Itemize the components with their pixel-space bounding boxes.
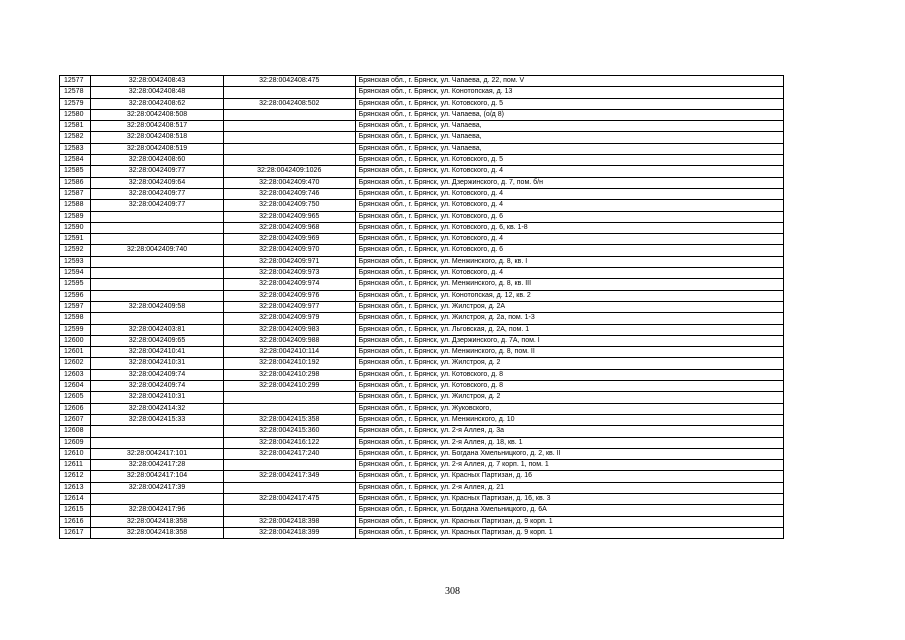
cadastral-number-cell: 32:28:0042409:965 xyxy=(223,211,355,222)
cadastral-number-cell: 32:28:0042418:398 xyxy=(223,516,355,527)
table-row xyxy=(60,403,784,414)
address-cell: Брянская обл., г. Брянск, ул. Дзержинского, д. 7, пом. б/н xyxy=(355,177,783,188)
parent-cadastral-number-cell: 32:28:0042415:33 xyxy=(91,414,224,425)
cadastral-number-cell: 32:28:0042409:974 xyxy=(223,279,355,290)
row-number-cell: 12608 xyxy=(60,426,91,437)
cadastral-number-cell: 32:28:0042415:358 xyxy=(223,414,355,425)
address-cell: Брянская обл., г. Брянск, ул. Менжинского, д. 10 xyxy=(355,414,783,425)
row-number-cell: 12614 xyxy=(60,493,91,504)
table-row xyxy=(60,188,784,199)
table-row xyxy=(60,381,784,392)
table-row xyxy=(60,121,784,132)
address-cell: Брянская обл., г. Брянск, ул. Менжинского, д. 8, кв. I xyxy=(355,256,783,267)
table-row xyxy=(60,460,784,471)
table-row xyxy=(60,313,784,324)
row-number-cell: 12583 xyxy=(60,143,91,154)
address-cell: Брянская обл., г. Брянск, ул. Котовского, д. 6, кв. 1-8 xyxy=(355,222,783,233)
cadastral-number-cell: 32:28:0042409:971 xyxy=(223,256,355,267)
address-cell: Брянская обл., г. Брянск, ул. Котовского, д. 5 xyxy=(355,155,783,166)
address-cell: Брянская обл., г. Брянск, ул. Красных Партизан, д. 9 корп. 1 xyxy=(355,516,783,527)
property-table xyxy=(59,75,784,539)
cadastral-number-cell: 32:28:0042417:240 xyxy=(223,448,355,459)
table-row xyxy=(60,516,784,527)
row-number-cell: 12606 xyxy=(60,403,91,414)
parent-cadastral-number-cell xyxy=(91,256,224,267)
row-number-cell: 12598 xyxy=(60,313,91,324)
cadastral-number-cell: 32:28:0042409:979 xyxy=(223,313,355,324)
table-row xyxy=(60,493,784,504)
cadastral-number-cell xyxy=(223,505,355,516)
parent-cadastral-number-cell xyxy=(91,493,224,504)
address-cell: Брянская обл., г. Брянск, ул. Льговская, д. 2А, пом. 1 xyxy=(355,324,783,335)
parent-cadastral-number-cell: 32:28:0042409:65 xyxy=(91,335,224,346)
cadastral-number-cell: 32:28:0042416:122 xyxy=(223,437,355,448)
address-cell: Брянская обл., г. Брянск, ул. Котовского, д. 4 xyxy=(355,166,783,177)
cadastral-number-cell: 32:28:0042417:349 xyxy=(223,471,355,482)
table-row xyxy=(60,426,784,437)
row-number-cell: 12594 xyxy=(60,268,91,279)
row-number-cell: 12586 xyxy=(60,177,91,188)
cadastral-number-cell xyxy=(223,143,355,154)
cadastral-number-cell: 32:28:0042418:399 xyxy=(223,527,355,538)
parent-cadastral-number-cell: 32:28:0042414:32 xyxy=(91,403,224,414)
table-row xyxy=(60,301,784,312)
row-number-cell: 12602 xyxy=(60,358,91,369)
parent-cadastral-number-cell: 32:28:0042408:508 xyxy=(91,109,224,120)
cadastral-number-cell: 32:28:0042408:502 xyxy=(223,98,355,109)
table-row xyxy=(60,245,784,256)
address-cell: Брянская обл., г. Брянск, ул. Котовского, д. 4 xyxy=(355,268,783,279)
parent-cadastral-number-cell: 32:28:0042410:41 xyxy=(91,347,224,358)
address-cell: Брянская обл., г. Брянск, ул. 2-я Аллея, д. 3а xyxy=(355,426,783,437)
table-row xyxy=(60,335,784,346)
address-cell: Брянская обл., г. Брянск, ул. Котовского, д. 4 xyxy=(355,200,783,211)
row-number-cell: 12584 xyxy=(60,155,91,166)
address-cell: Брянская обл., г. Брянск, ул. Котовского, д. 6 xyxy=(355,245,783,256)
table-row xyxy=(60,87,784,98)
address-cell: Брянская обл., г. Брянск, ул. Красных Партизан, д. 16 xyxy=(355,471,783,482)
parent-cadastral-number-cell xyxy=(91,234,224,245)
table-row xyxy=(60,527,784,538)
row-number-cell: 12604 xyxy=(60,381,91,392)
parent-cadastral-number-cell: 32:28:0042409:740 xyxy=(91,245,224,256)
address-cell: Брянская обл., г. Брянск, ул. Котовского, д. 4 xyxy=(355,234,783,245)
table-row xyxy=(60,155,784,166)
cadastral-number-cell xyxy=(223,460,355,471)
table-row xyxy=(60,211,784,222)
cadastral-number-cell: 32:28:0042409:969 xyxy=(223,234,355,245)
table-row xyxy=(60,347,784,358)
cadastral-number-cell: 32:28:0042409:968 xyxy=(223,222,355,233)
row-number-cell: 12600 xyxy=(60,335,91,346)
row-number-cell: 12578 xyxy=(60,87,91,98)
row-number-cell: 12596 xyxy=(60,290,91,301)
parent-cadastral-number-cell: 32:28:0042417:39 xyxy=(91,482,224,493)
parent-cadastral-number-cell: 32:28:0042417:28 xyxy=(91,460,224,471)
address-cell: Брянская обл., г. Брянск, ул. Чапаева, xyxy=(355,143,783,154)
row-number-cell: 12592 xyxy=(60,245,91,256)
parent-cadastral-number-cell xyxy=(91,279,224,290)
row-number-cell: 12610 xyxy=(60,448,91,459)
parent-cadastral-number-cell: 32:28:0042408:517 xyxy=(91,121,224,132)
cadastral-number-cell: 32:28:0042409:970 xyxy=(223,245,355,256)
row-number-cell: 12590 xyxy=(60,222,91,233)
parent-cadastral-number-cell xyxy=(91,437,224,448)
cadastral-number-cell xyxy=(223,109,355,120)
table-row xyxy=(60,290,784,301)
parent-cadastral-number-cell xyxy=(91,426,224,437)
address-cell: Брянская обл., г. Брянск, ул. Красных Партизан, д. 9 корп. 1 xyxy=(355,527,783,538)
row-number-cell: 12582 xyxy=(60,132,91,143)
cadastral-number-cell: 32:28:0042409:470 xyxy=(223,177,355,188)
cadastral-number-cell: 32:28:0042409:1026 xyxy=(223,166,355,177)
row-number-cell: 12591 xyxy=(60,234,91,245)
table-row xyxy=(60,505,784,516)
address-cell: Брянская обл., г. Брянск, ул. Чапаева, (о/д 8) xyxy=(355,109,783,120)
address-cell: Брянская обл., г. Брянск, ул. 2-я Аллея, д. 7 корп. 1, пом. 1 xyxy=(355,460,783,471)
table-row xyxy=(60,392,784,403)
table-row xyxy=(60,324,784,335)
address-cell: Брянская обл., г. Брянск, ул. Котовского, д. 8 xyxy=(355,369,783,380)
parent-cadastral-number-cell: 32:28:0042417:101 xyxy=(91,448,224,459)
parent-cadastral-number-cell: 32:28:0042409:74 xyxy=(91,381,224,392)
parent-cadastral-number-cell: 32:28:0042418:358 xyxy=(91,527,224,538)
cadastral-number-cell: 32:28:0042409:750 xyxy=(223,200,355,211)
row-number-cell: 12597 xyxy=(60,301,91,312)
parent-cadastral-number-cell: 32:28:0042409:58 xyxy=(91,301,224,312)
table-row xyxy=(60,177,784,188)
row-number-cell: 12588 xyxy=(60,200,91,211)
cadastral-number-cell: 32:28:0042409:746 xyxy=(223,188,355,199)
parent-cadastral-number-cell: 32:28:0042408:48 xyxy=(91,87,224,98)
parent-cadastral-number-cell: 32:28:0042410:31 xyxy=(91,358,224,369)
parent-cadastral-number-cell: 32:28:0042409:64 xyxy=(91,177,224,188)
cadastral-number-cell: 32:28:0042409:976 xyxy=(223,290,355,301)
address-cell: Брянская обл., г. Брянск, ул. Жуковского, xyxy=(355,403,783,414)
row-number-cell: 12577 xyxy=(60,76,91,87)
address-cell: Брянская обл., г. Брянск, ул. Жилстроя, д. 2а, пом. 1-3 xyxy=(355,313,783,324)
address-cell: Брянская обл., г. Брянск, ул. Котовского, д. 6 xyxy=(355,211,783,222)
parent-cadastral-number-cell: 32:28:0042409:77 xyxy=(91,166,224,177)
address-cell: Брянская обл., г. Брянск, ул. Богдана Хмельницкого, д. 6А xyxy=(355,505,783,516)
row-number-cell: 12615 xyxy=(60,505,91,516)
address-cell: Брянская обл., г. Брянск, ул. Конотопская, д. 12, кв. 2 xyxy=(355,290,783,301)
row-number-cell: 12605 xyxy=(60,392,91,403)
row-number-cell: 12609 xyxy=(60,437,91,448)
row-number-cell: 12611 xyxy=(60,460,91,471)
table-row xyxy=(60,279,784,290)
table-row xyxy=(60,222,784,233)
row-number-cell: 12589 xyxy=(60,211,91,222)
cadastral-number-cell: 32:28:0042417:475 xyxy=(223,493,355,504)
parent-cadastral-number-cell: 32:28:0042417:96 xyxy=(91,505,224,516)
row-number-cell: 12601 xyxy=(60,347,91,358)
parent-cadastral-number-cell: 32:28:0042410:31 xyxy=(91,392,224,403)
cadastral-number-cell xyxy=(223,132,355,143)
cadastral-number-cell: 32:28:0042410:192 xyxy=(223,358,355,369)
address-cell: Брянская обл., г. Брянск, ул. Дзержинского, д. 7А, пом. I xyxy=(355,335,783,346)
parent-cadastral-number-cell: 32:28:0042403:81 xyxy=(91,324,224,335)
row-number-cell: 12579 xyxy=(60,98,91,109)
row-number-cell: 12612 xyxy=(60,471,91,482)
address-cell: Брянская обл., г. Брянск, ул. 2-я Аллея, д. 18, кв. 1 xyxy=(355,437,783,448)
row-number-cell: 12617 xyxy=(60,527,91,538)
row-number-cell: 12587 xyxy=(60,188,91,199)
parent-cadastral-number-cell: 32:28:0042409:77 xyxy=(91,188,224,199)
parent-cadastral-number-cell xyxy=(91,268,224,279)
table-body xyxy=(60,76,784,539)
table-row xyxy=(60,448,784,459)
cadastral-number-cell xyxy=(223,155,355,166)
table-row xyxy=(60,98,784,109)
parent-cadastral-number-cell: 32:28:0042408:62 xyxy=(91,98,224,109)
row-number-cell: 12613 xyxy=(60,482,91,493)
address-cell: Брянская обл., г. Брянск, ул. Котовского, д. 5 xyxy=(355,98,783,109)
address-cell: Брянская обл., г. Брянск, ул. Красных Партизан, д. 16, кв. 3 xyxy=(355,493,783,504)
table-row xyxy=(60,482,784,493)
row-number-cell: 12581 xyxy=(60,121,91,132)
address-cell: Брянская обл., г. Брянск, ул. Конотопская, д. 13 xyxy=(355,87,783,98)
cadastral-number-cell xyxy=(223,403,355,414)
address-cell: Брянская обл., г. Брянск, ул. Жилстроя, д. 2 xyxy=(355,392,783,403)
page-number: 308 xyxy=(445,586,460,597)
address-cell: Брянская обл., г. Брянск, ул. Чапаева, д. 22, пом. V xyxy=(355,76,783,87)
parent-cadastral-number-cell: 32:28:0042418:358 xyxy=(91,516,224,527)
parent-cadastral-number-cell xyxy=(91,211,224,222)
parent-cadastral-number-cell: 32:28:0042408:519 xyxy=(91,143,224,154)
address-cell: Брянская обл., г. Брянск, ул. Котовского, д. 4 xyxy=(355,188,783,199)
cadastral-number-cell xyxy=(223,482,355,493)
table-row xyxy=(60,132,784,143)
address-cell: Брянская обл., г. Брянск, ул. Жилстроя, д. 2 xyxy=(355,358,783,369)
cadastral-number-cell xyxy=(223,392,355,403)
row-number-cell: 12607 xyxy=(60,414,91,425)
row-number-cell: 12585 xyxy=(60,166,91,177)
cadastral-number-cell: 32:28:0042409:977 xyxy=(223,301,355,312)
cadastral-number-cell xyxy=(223,121,355,132)
table-row xyxy=(60,358,784,369)
parent-cadastral-number-cell: 32:28:0042408:60 xyxy=(91,155,224,166)
address-cell: Брянская обл., г. Брянск, ул. Богдана Хмельницкого, д. 2, кв. II xyxy=(355,448,783,459)
table-row xyxy=(60,200,784,211)
table-row xyxy=(60,414,784,425)
parent-cadastral-number-cell: 32:28:0042408:518 xyxy=(91,132,224,143)
parent-cadastral-number-cell: 32:28:0042409:77 xyxy=(91,200,224,211)
address-cell: Брянская обл., г. Брянск, ул. 2-я Аллея, д. 21 xyxy=(355,482,783,493)
parent-cadastral-number-cell: 32:28:0042417:104 xyxy=(91,471,224,482)
table-row xyxy=(60,143,784,154)
table-row xyxy=(60,76,784,87)
cadastral-number-cell xyxy=(223,87,355,98)
parent-cadastral-number-cell xyxy=(91,313,224,324)
row-number-cell: 12593 xyxy=(60,256,91,267)
row-number-cell: 12603 xyxy=(60,369,91,380)
address-cell: Брянская обл., г. Брянск, ул. Менжинского, д. 8, кв. III xyxy=(355,279,783,290)
row-number-cell: 12580 xyxy=(60,109,91,120)
parent-cadastral-number-cell xyxy=(91,290,224,301)
table-row xyxy=(60,166,784,177)
table-row xyxy=(60,256,784,267)
address-cell: Брянская обл., г. Брянск, ул. Жилстроя, д. 2А xyxy=(355,301,783,312)
address-cell: Брянская обл., г. Брянск, ул. Чапаева, xyxy=(355,121,783,132)
cadastral-number-cell: 32:28:0042410:298 xyxy=(223,369,355,380)
table-row xyxy=(60,234,784,245)
cadastral-number-cell: 32:28:0042408:475 xyxy=(223,76,355,87)
address-cell: Брянская обл., г. Брянск, ул. Чапаева, xyxy=(355,132,783,143)
row-number-cell: 12616 xyxy=(60,516,91,527)
cadastral-number-cell: 32:28:0042410:114 xyxy=(223,347,355,358)
table-row xyxy=(60,109,784,120)
row-number-cell: 12599 xyxy=(60,324,91,335)
address-cell: Брянская обл., г. Брянск, ул. Котовского, д. 8 xyxy=(355,381,783,392)
parent-cadastral-number-cell: 32:28:0042408:43 xyxy=(91,76,224,87)
cadastral-number-cell: 32:28:0042409:983 xyxy=(223,324,355,335)
cadastral-number-cell: 32:28:0042409:988 xyxy=(223,335,355,346)
address-cell: Брянская обл., г. Брянск, ул. Менжинского, д. 8, пом. II xyxy=(355,347,783,358)
table-row xyxy=(60,437,784,448)
table-row xyxy=(60,268,784,279)
cadastral-number-cell: 32:28:0042410:299 xyxy=(223,381,355,392)
table-row xyxy=(60,369,784,380)
parent-cadastral-number-cell xyxy=(91,222,224,233)
cadastral-number-cell: 32:28:0042409:973 xyxy=(223,268,355,279)
parent-cadastral-number-cell: 32:28:0042409:74 xyxy=(91,369,224,380)
table-row xyxy=(60,471,784,482)
row-number-cell: 12595 xyxy=(60,279,91,290)
cadastral-number-cell: 32:28:0042415:360 xyxy=(223,426,355,437)
